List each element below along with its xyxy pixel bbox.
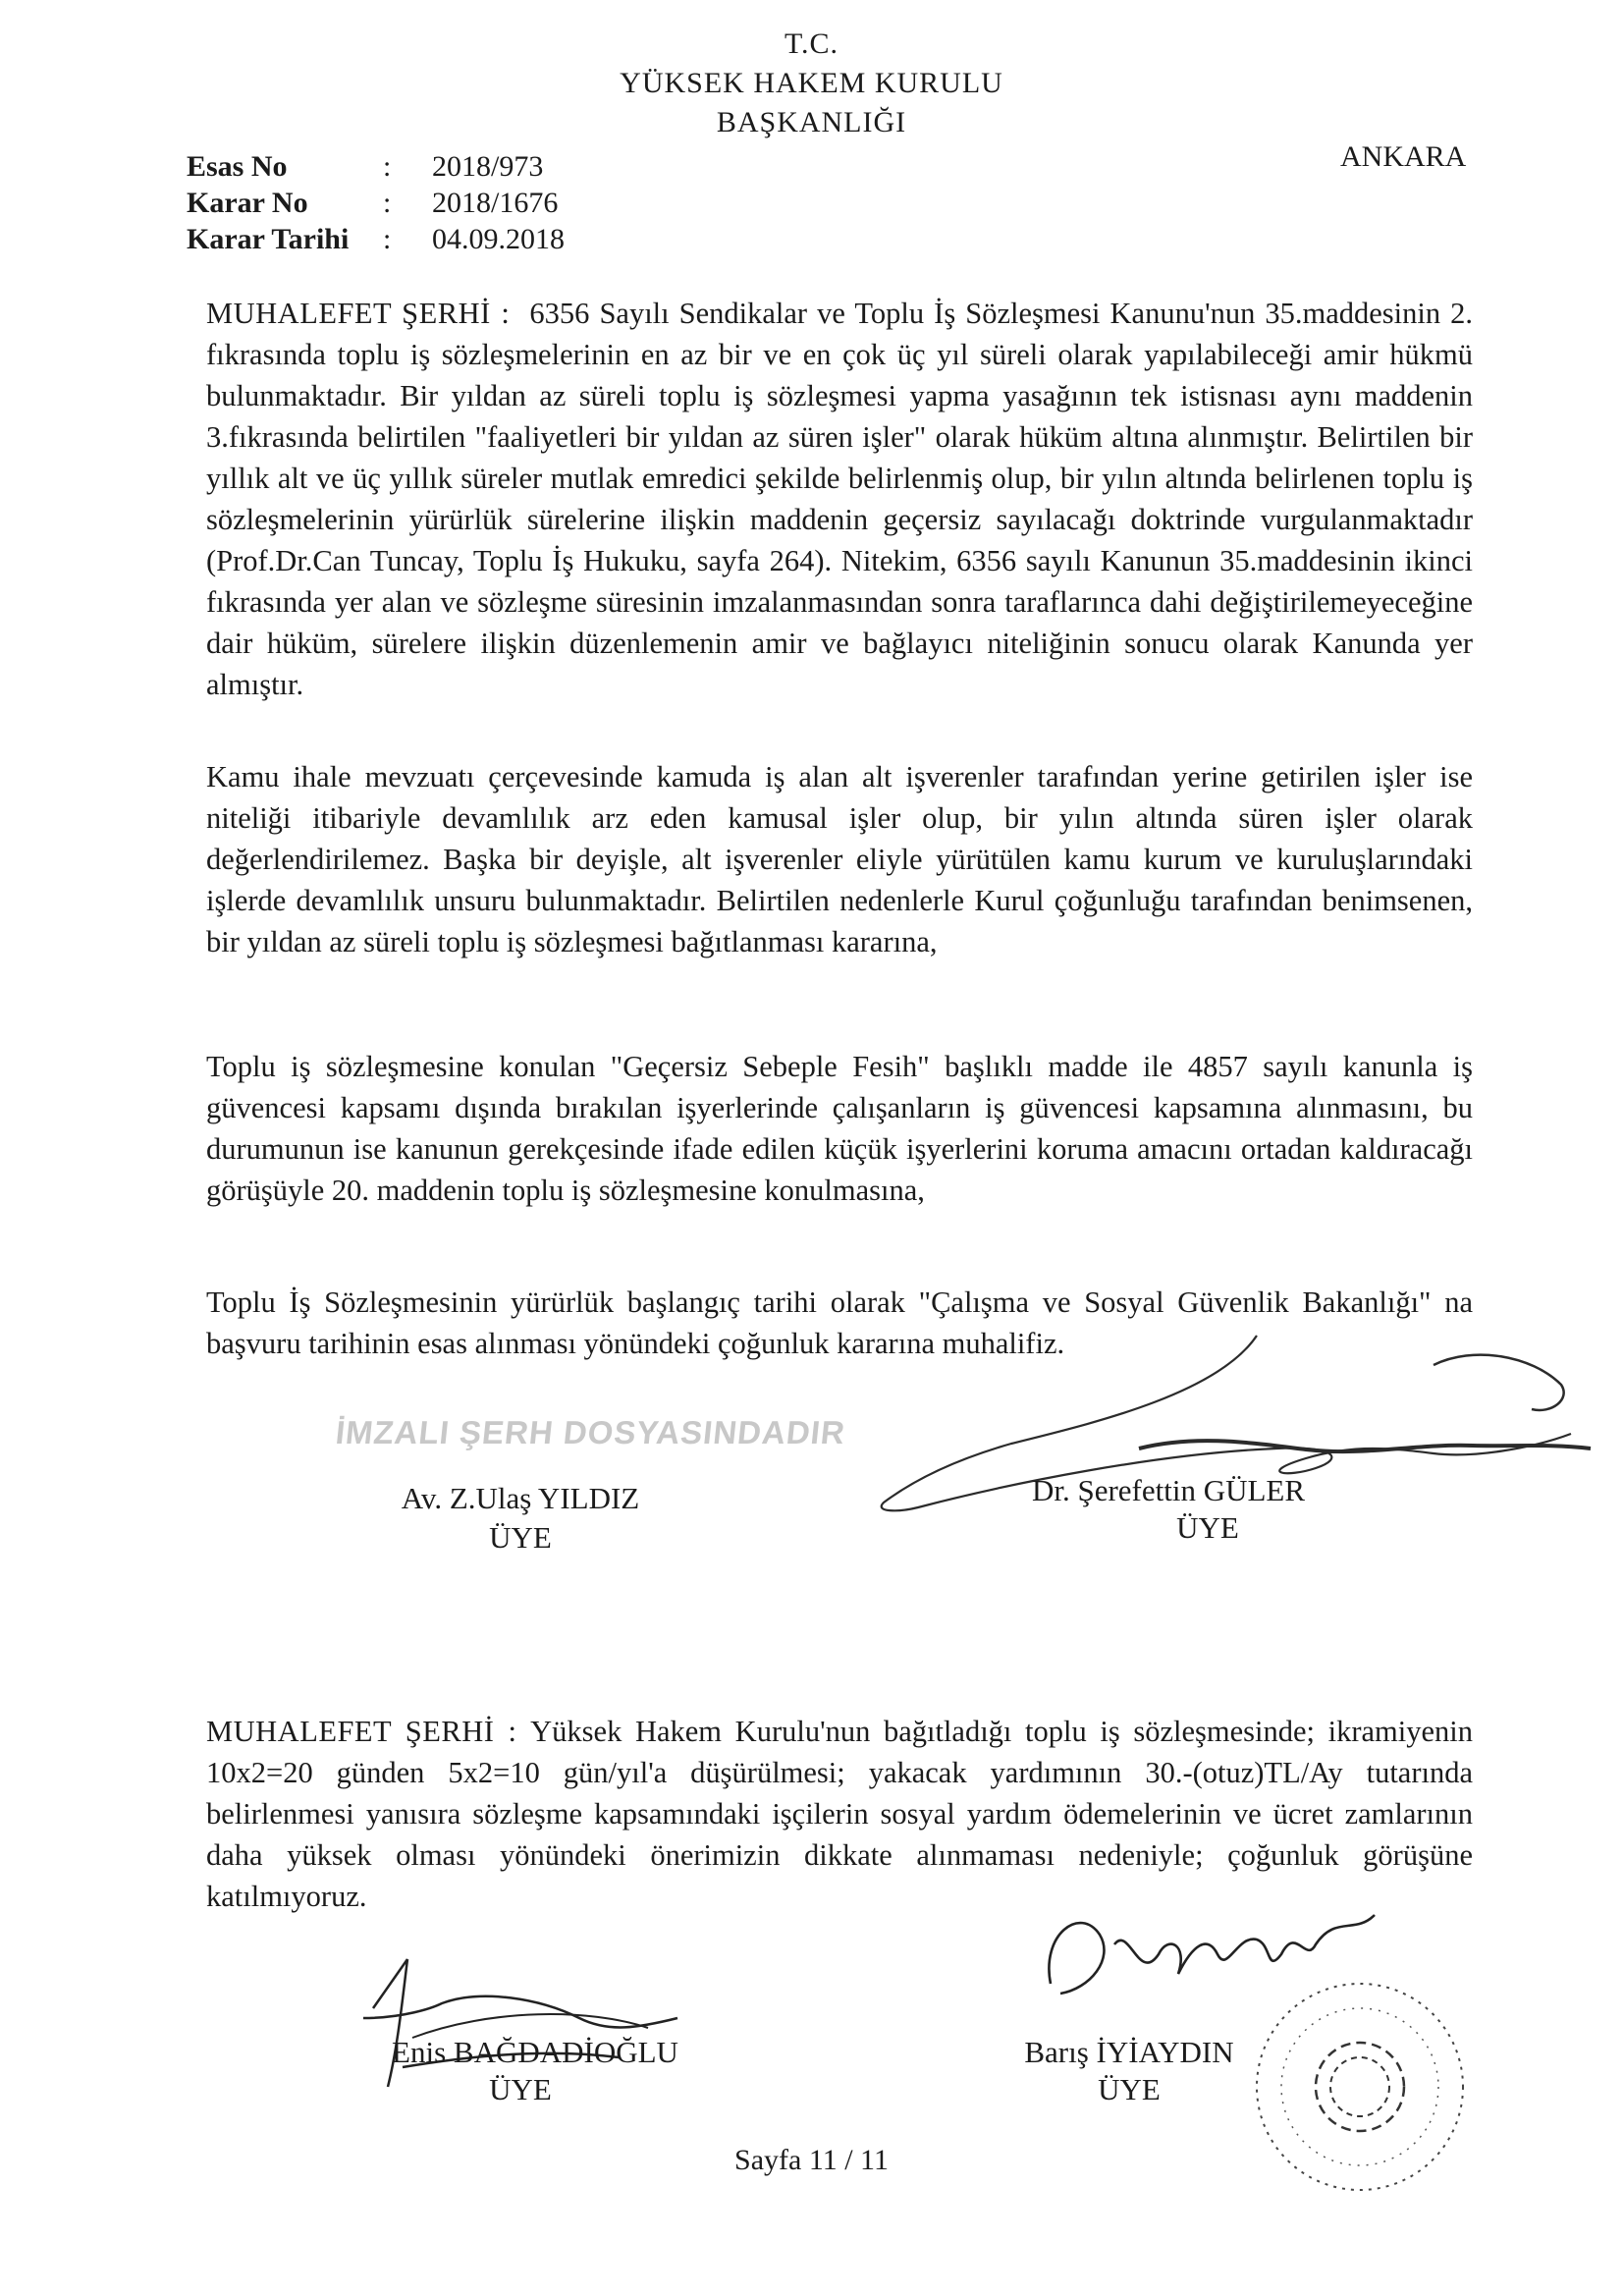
meta-esas: Esas No : 2018/973 bbox=[187, 150, 544, 183]
meta-label: Esas No bbox=[187, 150, 288, 183]
meta-label: Karar Tarihi bbox=[187, 223, 350, 255]
meta-value: 2018/1676 bbox=[432, 187, 559, 219]
signed-in-file-stamp bbox=[334, 1414, 847, 1451]
dissent1-paragraph-2: Kamu ihale mevzuatı çerçevesinde kamuda iş alan alt işverenler tarafından yerine getirilen işler ise niteliği itibariyle devamlılık arz eden kamusal işler olup, bir yılın altında süren işler olarak değerlendirilemez. Başka bir deyişle, alt işverenler eliyle yürütülen kamu kurum ve kuruluşlarındaki işlerde devamlılık unsuru bulunmaktadır. Belirtilen nedenlerle Kurul çoğunluğu tarafından benimsenen, bir yıldan az süreli toplu iş sözleşmesi bağıtlanması kararına, bbox=[206, 760, 1473, 958]
signer-iyiaydin-name: Barış İYİAYDIN bbox=[1024, 2035, 1234, 2069]
dissent2-p1-text: Yüksek Hakem Kurulu'nun bağıtladığı toplu iş sözleşmesinde; ikramiyenin 10x2=20 günden 5x2=10 gün/yıl'a düşürülmesi; yakacak yardımının 30.-(otuz)TL/Ay tutarında belirlenmesi yanısıra sözleşme kapsamındaki işçilerin sosyal yardım ödemelerinin ve ücret zamlarının daha yüksek olması yönündeki önerimizin dikkate alınmaması nedeniyle; çoğunluk görüşüne katılmıyoruz. bbox=[206, 1715, 1473, 1913]
header-institution: YÜKSEK HAKEM KURULU bbox=[620, 67, 1003, 99]
dissent1-p1-text: 6356 Sayılı Sendikalar ve Toplu İş Sözleşmesi Kanunu'nun 35.maddesinin 2. fıkrasında toplu iş sözleşmelerinin en az bir ve en çok üç yıl süreli olarak yapılabileceği amir hükmü bulunmaktadır. Bir yıldan az süreli toplu iş sözleşmesi yapma yasağının tek istisnası aynı maddenin 3.fıkrasında belirtilen "faaliyetleri bir yıldan az süren işler" olarak hüküm altına alınmıştır. Belirtilen bir yıllık alt ve üç yıllık süreler mutlak emredici şekilde belirlenmiş olup, bir yılın altında belirlenen toplu iş sözleşmelerinin yürürlük sürelerine ilişkin maddenin geçersiz sayılacağı doktrinde vurgulanmaktadır (Prof.Dr.Can Tuncay, Toplu İş Hukuku, sayfa 264). Nitekim, 6356 sayılı Kanunun 35.maddesinin ikinci fıkrasında yer alan ve sözleşme süresinin imzalanmasından sonra taraflarınca dahi değiştirilemeyeceğine dair hüküm, sürelere ilişkin düzenlemenin amir ve bağlayıcı niteliğinin sonucu olarak Kanunda yer almıştır. bbox=[206, 297, 1474, 701]
dissent1-title: MUHALEFET ŞERHİ : bbox=[206, 297, 511, 330]
dissent2-title: MUHALEFET ŞERHİ : bbox=[206, 1715, 517, 1748]
meta-tarih: Karar Tarihi : 04.09.2018 bbox=[187, 223, 565, 255]
dissent1-paragraph-1 bbox=[206, 293, 1473, 705]
signer-bagdadioglu-role: ÜYE bbox=[489, 2072, 552, 2106]
signer-guler-name: Dr. Şerefettin GÜLER bbox=[1031, 1473, 1306, 1507]
signer-iyiaydin-role: ÜYE bbox=[1098, 2072, 1161, 2106]
dissent1-paragraph-3: Toplu iş sözleşmesine konulan "Geçersiz Sebeple Fesih" başlıklı madde ile 4857 sayılı kanunla iş güvencesi kapsamı dışında bırakılan işyerlerinde çalışanların iş güvencesi kapsamına alınmasını, bu durumunun ise kanunun gerekçesinde ifade edilen küçük işyerlerini koruma amacını ortadan kaldıracağı görüşüyle 20. maddenin toplu iş sözleşmesine konulmasına, bbox=[206, 1050, 1473, 1207]
header-city: ANKARA bbox=[1340, 140, 1467, 173]
header-tc: T.C. bbox=[784, 27, 839, 60]
header-presidency: BAŞKANLIĞI bbox=[716, 106, 907, 138]
page-number: Sayfa 11 / 11 bbox=[734, 2144, 889, 2176]
dissent1-paragraph-4: Toplu İş Sözleşmesinin yürürlük başlangıç tarihi olarak "Çalışma ve Sosyal Güvenlik Bakanlığı" na başvuru tarihinin esas alınması yönündeki çoğunluk kararına muhalifiz. bbox=[206, 1285, 1473, 1360]
signer-yildiz-name: Av. Z.Ulaş YILDIZ bbox=[401, 1481, 640, 1515]
stamp-text: İMZALI ŞERH DOSYASINDADIR bbox=[334, 1414, 847, 1450]
meta-karar: Karar No : 2018/1676 bbox=[187, 187, 559, 219]
meta-value: 2018/973 bbox=[432, 150, 544, 183]
meta-label: Karar No bbox=[187, 187, 308, 219]
meta-value: 04.09.2018 bbox=[432, 223, 565, 255]
dissent2-paragraph-1 bbox=[206, 1711, 1473, 1917]
signer-bagdadioglu-name: Enis BAĞDADİOĞLU bbox=[392, 2035, 678, 2069]
signer-yildiz-role: ÜYE bbox=[489, 1520, 552, 1555]
signer-guler-role: ÜYE bbox=[1176, 1510, 1239, 1545]
